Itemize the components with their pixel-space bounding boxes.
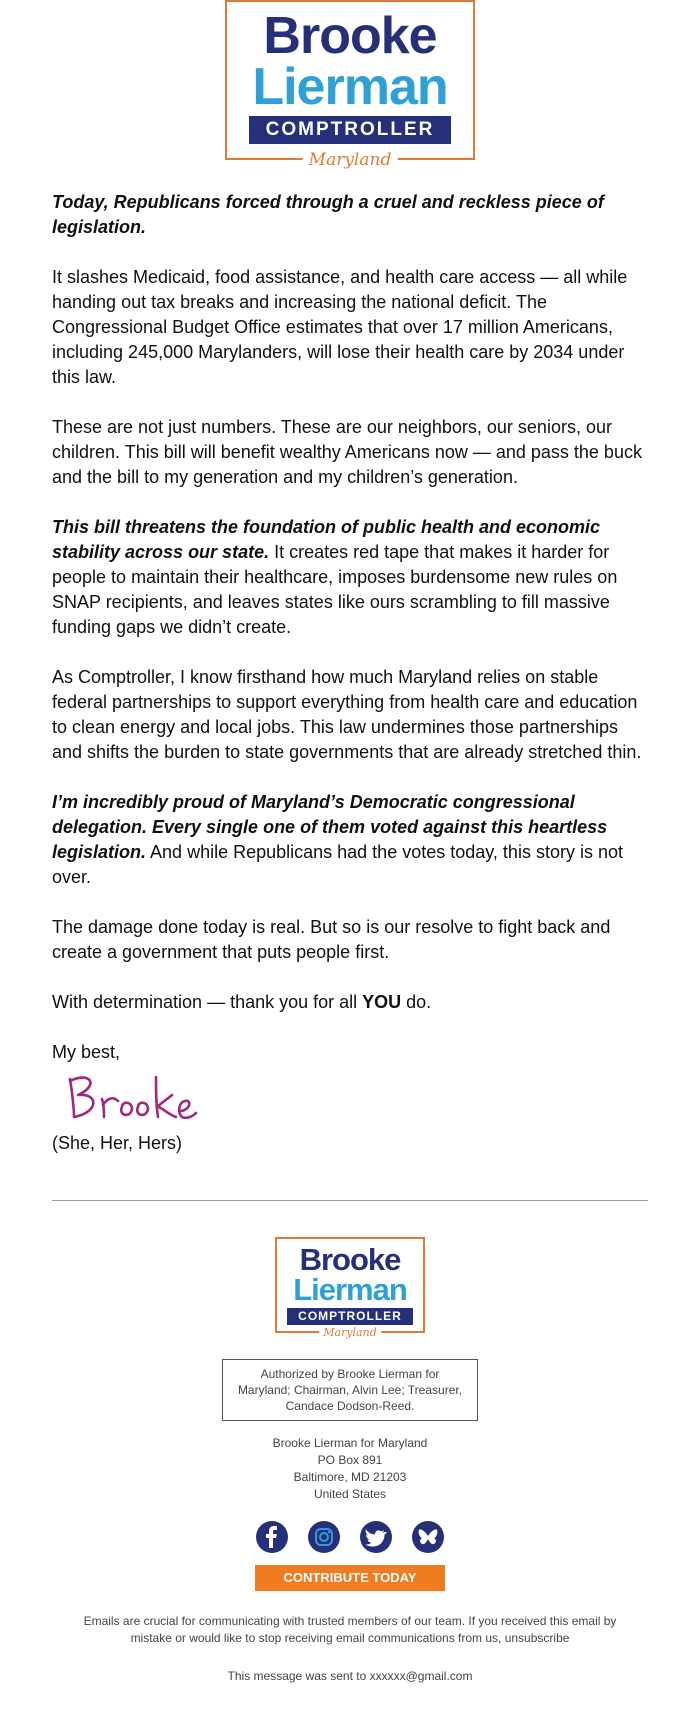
footer [0, 1237, 700, 1683]
paragraph-7-end: do. [401, 992, 432, 1012]
instagram-icon[interactable] [308, 1521, 340, 1553]
footer-logo-office: COMPTROLLER [287, 1308, 413, 1325]
paragraph-4: As Comptroller, I know firsthand how much Maryland relies on stable federal partnerships to support everything from health care and education to clean energy and local jobs. This law undermines those partnerships and shifts the burden to state governments that are already stretched thin. [52, 667, 642, 762]
footer-logo [275, 1237, 425, 1339]
footer-logo-name-first: Brooke [299, 1242, 401, 1277]
signature-graphic [60, 1067, 200, 1125]
paragraph-5-emphasis: I’m incredibly proud of Maryland’s Democratic congressional delegation. Every single one of them voted against this heartless legislation. [52, 792, 608, 862]
authorization-notice: Authorized by Brooke Lierman for Maryland; Chairman, Alvin Lee; Treasurer, Candace Dodson-Reed. [222, 1359, 478, 1421]
paragraph-7-start: With determination — thank you for all [52, 992, 363, 1012]
facebook-icon[interactable] [256, 1521, 288, 1553]
address-city: Baltimore, MD 21203 [293, 1470, 407, 1484]
footer-logo-name-last: Lierman [293, 1272, 407, 1307]
mailing-address [0, 1435, 700, 1503]
email-disclaimer: Emails are crucial for communicating with trusted members of our team. If you received this email by mistake or would like to stop receiving email communications from us, unsubscribe [83, 1614, 617, 1645]
lead-paragraph: Today, Republicans forced through a cruel and reckless piece of legislation. [52, 192, 604, 237]
signature-image [60, 1067, 648, 1125]
footer-logo-state: Maryland [319, 1326, 381, 1339]
bluesky-icon[interactable] [412, 1521, 444, 1553]
paragraph-2: These are not just numbers. These are our neighbors, our seniors, our children. This bill will benefit wealthy Americans now — and pass the buck and the bill to my generation and my children’s generation. [52, 417, 642, 487]
paragraph-6: The damage done today is real. But so is our resolve to fight back and create a government that puts people first. [52, 917, 611, 962]
paragraph-5 [52, 790, 648, 890]
address-country: United States [313, 1487, 387, 1501]
paragraph-7-emphasis: YOU [362, 992, 402, 1012]
paragraph-7 [52, 990, 648, 1015]
paragraph-3 [52, 515, 648, 640]
paragraph-3-text: It creates red tape that makes it harder for people to maintain their healthcare, imposes burdensome new rules on SNAP recipients, and leaves states like ours scrambling to fill massive funding gaps we didn’t create. [52, 542, 618, 637]
sent-to-notice [0, 1669, 700, 1683]
address-street: PO Box 891 [317, 1453, 383, 1467]
social-links [0, 1521, 700, 1553]
paragraph-3-emphasis: This bill threatens the foundation of public health and economic stability across our state. [52, 517, 601, 562]
twitter-icon[interactable] [360, 1521, 392, 1553]
logo-state: Maryland [303, 150, 398, 170]
header-logo [225, 0, 475, 170]
address-name: Brooke Lierman for Maryland [272, 1436, 428, 1450]
sent-to-prefix: This message was sent to [227, 1669, 370, 1683]
contribute-button[interactable]: CONTRIBUTE TODAY [255, 1565, 445, 1591]
letter-body [0, 190, 700, 1156]
logo-name-first: Brooke [263, 7, 437, 65]
pronouns: (She, Her, Hers) [52, 1133, 183, 1153]
logo-name-last: Lierman [252, 58, 448, 116]
footer-divider [52, 1200, 648, 1201]
sent-to-email: xxxxxx@gmail.com [369, 1669, 473, 1683]
paragraph-1: It slashes Medicaid, food assistance, and health care access — all while handing out tax breaks and increasing the national deficit. The Congressional Budget Office estimates that over 17 million Americans, including 245,000 Marylanders, will lose their health care by 2034 under this law. [52, 267, 628, 387]
logo-office: COMPTROLLER [249, 116, 451, 144]
paragraph-5-text: And while Republicans had the votes today, this story is not over. [52, 842, 623, 887]
closing: My best, [52, 1042, 121, 1062]
